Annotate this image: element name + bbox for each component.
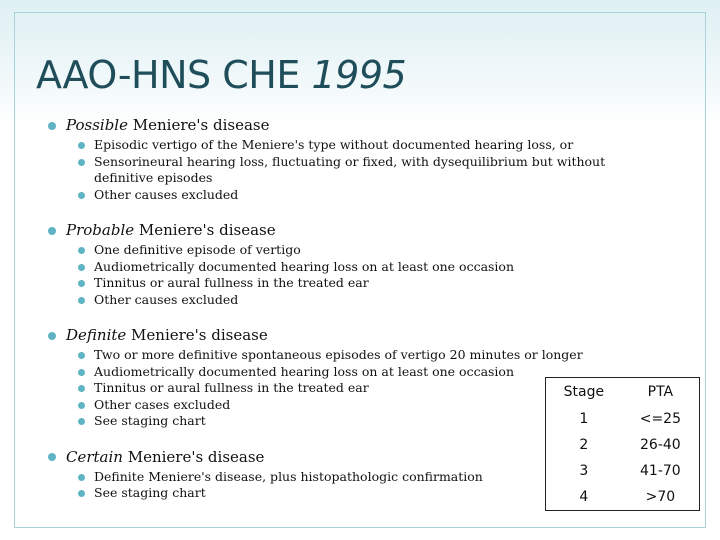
table-row — [546, 406, 700, 432]
list-item-text: Two or more definitive spontaneous episodes of vertigo 20 minutes or longer — [94, 347, 583, 362]
list-item — [78, 275, 688, 292]
section-heading — [48, 116, 688, 135]
criteria-list — [78, 242, 688, 308]
stage-cell: 3 — [579, 463, 589, 479]
bullet-icon — [78, 264, 85, 271]
list-item — [78, 187, 688, 204]
bullet-icon — [78, 352, 85, 359]
bullet-icon — [48, 122, 56, 130]
bullet-icon — [78, 418, 85, 425]
bullet-icon — [78, 369, 85, 376]
list-item-text: One definitive episode of vertigo — [94, 242, 301, 257]
bullet-icon — [48, 227, 56, 235]
slide-title — [36, 53, 407, 97]
table-row — [546, 484, 700, 511]
bullet-icon — [78, 385, 85, 392]
list-item — [78, 137, 688, 154]
stage-cell: 1 — [579, 411, 589, 427]
list-item-text: Other causes excluded — [94, 291, 239, 307]
bullet-icon — [78, 280, 85, 287]
bullet-icon — [48, 453, 56, 461]
staging-table — [545, 377, 700, 511]
list-item-text: See staging chart — [94, 485, 206, 500]
list-item-text: See staging chart — [94, 413, 206, 428]
section-qualifier: Possible — [66, 116, 128, 134]
table-row — [546, 458, 700, 484]
bullet-icon — [78, 247, 85, 254]
section-probable — [48, 221, 688, 308]
stage-cell: 4 — [579, 489, 589, 505]
list-item-text: Other causes excluded — [94, 186, 239, 202]
section-heading-text: Meniere's disease — [128, 116, 270, 134]
section-qualifier: Certain — [66, 447, 123, 466]
stage-cell: 2 — [579, 437, 589, 453]
list-item-text: Audiometrically documented hearing loss on at least one occasion — [94, 363, 515, 379]
bullet-icon — [78, 142, 85, 149]
criteria-list — [78, 137, 688, 203]
bullet-icon — [78, 402, 85, 409]
pta-cell: >70 — [645, 489, 676, 505]
title-year: 1995 — [311, 53, 407, 97]
section-heading — [48, 326, 688, 345]
section-heading — [48, 221, 688, 240]
list-item-text: Other cases excluded — [94, 396, 231, 412]
pta-cell: 26-40 — [640, 437, 681, 453]
bullet-icon — [78, 474, 85, 481]
section-qualifier: Definite — [66, 326, 127, 344]
list-item-text: Definite Meniere's disease, plus histopathologic confirmation — [94, 468, 483, 484]
pta-cell: <=25 — [639, 411, 681, 427]
section-possible — [48, 116, 688, 203]
section-heading-text: Meniere's disease — [134, 221, 276, 239]
bullet-icon — [78, 192, 85, 199]
table-header-row — [546, 378, 700, 407]
bullet-icon — [78, 159, 85, 166]
list-item-text: Sensorineural hearing loss, fluctuating or fixed, with dysequilibrium but without definitive episodes — [94, 153, 606, 185]
list-item — [78, 292, 688, 309]
bullet-icon — [78, 490, 85, 497]
bullet-icon — [78, 297, 85, 304]
section-heading-text: Meniere's disease — [126, 326, 268, 344]
list-item-text: Tinnitus or aural fullness in the treated ear — [94, 380, 369, 395]
list-item — [78, 259, 688, 276]
list-item — [78, 154, 614, 187]
section-qualifier: Probable — [66, 221, 135, 239]
header-stage: Stage — [563, 384, 605, 400]
list-item — [78, 347, 688, 364]
title-prefix: AAO-HNS CHE — [36, 53, 300, 97]
list-item — [78, 242, 688, 259]
header-pta: PTA — [647, 384, 674, 400]
list-item-text: Audiometrically documented hearing loss on at least one occasion — [94, 258, 515, 274]
section-heading-text: Meniere's disease — [122, 447, 265, 466]
bullet-icon — [48, 332, 56, 340]
table-row — [546, 432, 700, 458]
list-item-text: Episodic vertigo of the Meniere's type without documented hearing loss, or — [94, 137, 574, 152]
list-item-text: Tinnitus or aural fullness in the treated ear — [94, 275, 369, 290]
pta-cell: 41-70 — [640, 463, 681, 479]
